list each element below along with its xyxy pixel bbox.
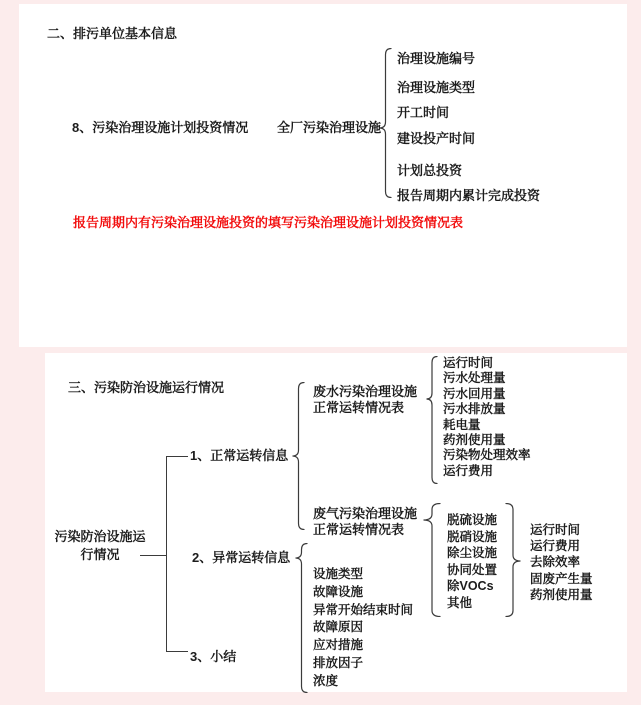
- leaf-gas-operating-cost: 运行费用: [530, 539, 581, 554]
- leaf-other: 其他: [447, 595, 473, 610]
- branch-abnormal-operation-label: 2、异常运转信息: [192, 550, 291, 565]
- branch-normal-operation-label: 1、正常运转信息: [190, 448, 289, 463]
- leaf-abnormal-start-end-time: 异常开始结束时间: [313, 602, 414, 617]
- leaf-desulfurization: 脱硫设施: [447, 513, 498, 527]
- leaf-removal-efficiency: 去除效率: [530, 555, 581, 570]
- topic-investment-label: 8、污染治理设施计划投资情况: [72, 120, 249, 135]
- node-wastegas-line1: 废气污染治理设施: [313, 506, 418, 521]
- leaf-denitrification: 脱硝设施: [447, 529, 498, 544]
- section3-heading: 三、污染防治设施运行情况: [68, 380, 225, 395]
- leaf-sewage-discharged: 污水排放量: [443, 402, 506, 417]
- abnormal-leaf-list: [313, 566, 413, 691]
- leaf-gas-run-time: 运行时间: [530, 523, 581, 537]
- left-brace-icon: [426, 356, 438, 484]
- leaf-run-time: 运行时间: [443, 356, 494, 370]
- connector-line-branch3: [166, 651, 188, 652]
- wastewater-leaf-list: [443, 356, 531, 479]
- root-node-line2: 行情况: [80, 546, 120, 562]
- gas-metric-list: [530, 522, 593, 603]
- leaf-co-disposal: 协同处置: [447, 562, 498, 577]
- node-wastewater-line2: 正常运转情况表: [313, 400, 405, 415]
- leaf-start-time: 开工时间: [397, 105, 450, 120]
- root-node-line1: 污染防治设施运: [54, 529, 146, 544]
- leaf-treatment-efficiency: 污染物处理效率: [443, 448, 531, 463]
- branch-summary-label: 3、小结: [190, 649, 237, 664]
- root-node-operation-status: [48, 528, 152, 563]
- leaf-solid-waste-generated: 固废产生量: [530, 571, 593, 586]
- left-brace-icon: [379, 48, 392, 198]
- node-wastewater-line1: 废水污染治理设施: [313, 384, 418, 399]
- leaf-sewage-reused: 污水回用量: [443, 386, 506, 401]
- leaf-facility-category: 设施类型: [313, 567, 364, 581]
- leaf-completed-investment: 报告周期内累计完成投资: [397, 188, 541, 203]
- leaf-facility-type: 治理设施类型: [397, 80, 476, 95]
- connector-line-root: [140, 555, 166, 556]
- leaf-emission-factor: 排放因子: [313, 655, 364, 670]
- connector-line-trunk: [166, 456, 167, 652]
- gas-facility-list: [447, 512, 497, 612]
- leaf-operating-cost: 运行费用: [443, 463, 494, 478]
- leaf-facility-id: 治理设施编号: [397, 51, 476, 66]
- right-brace-icon: [505, 503, 521, 617]
- leaf-chemical-used: 药剂使用量: [443, 433, 506, 448]
- leaf-commission-time: 建设投产时间: [397, 131, 476, 146]
- leaf-voc-removal: 除VOCs: [447, 579, 494, 594]
- left-brace-icon: [423, 503, 441, 617]
- leaf-dust-removal: 除尘设施: [447, 546, 498, 561]
- leaf-power-consumed: 耗电量: [443, 417, 481, 432]
- connector-line-branch1: [166, 456, 188, 457]
- section2-heading: 二、排污单位基本信息: [47, 26, 178, 41]
- node-wastewater-table: [313, 384, 417, 416]
- leaf-sewage-treated: 污水处理量: [443, 371, 506, 386]
- node-wastegas-line2: 正常运转情况表: [313, 522, 405, 537]
- leaf-gas-chemical-used: 药剂使用量: [530, 587, 593, 602]
- leaf-response-measures: 应对措施: [313, 638, 364, 653]
- leaf-planned-investment: 计划总投资: [397, 163, 463, 178]
- leaf-fault-cause: 故障原因: [313, 620, 364, 635]
- leaf-concentration: 浓度: [313, 673, 339, 688]
- left-brace-icon: [295, 543, 308, 693]
- node-wastegas-table: [313, 506, 417, 538]
- left-brace-icon: [292, 382, 305, 530]
- section-basic-info-panel: [19, 4, 627, 347]
- red-note-text: 报告周期内有污染治理设施投资的填写污染治理设施计划投资情况表: [73, 215, 464, 230]
- node-full-plant-facilities: 全厂污染治理设施: [277, 120, 382, 135]
- leaf-faulty-facility: 故障设施: [313, 584, 364, 599]
